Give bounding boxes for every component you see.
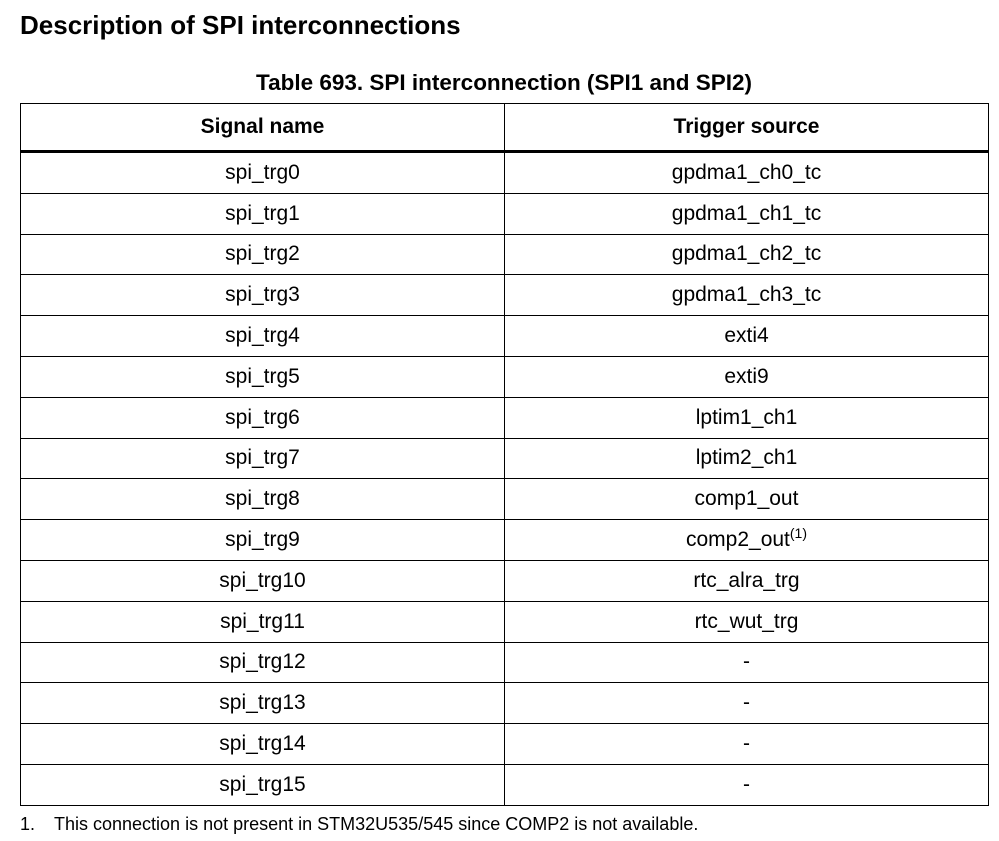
signal-name-cell: spi_trg2 [21, 234, 505, 275]
footnote-number: 1. [20, 814, 36, 834]
signal-name-cell: spi_trg6 [21, 397, 505, 438]
signal-name-cell: spi_trg4 [21, 316, 505, 357]
trigger-source-cell [505, 724, 989, 765]
table-row [21, 356, 989, 397]
trigger-source-text: lptim1_ch1 [695, 405, 798, 429]
trigger-source-cell [505, 520, 989, 561]
trigger-source-cell [505, 438, 989, 479]
table-row [21, 193, 989, 234]
table-row [21, 316, 989, 357]
signal-name-cell: spi_trg10 [21, 560, 505, 601]
trigger-source-text: gpdma1_ch1_tc [671, 201, 822, 225]
signal-name-cell: spi_trg9 [21, 520, 505, 561]
table-row [21, 152, 989, 194]
trigger-source-cell [505, 683, 989, 724]
signal-name-cell: spi_trg12 [21, 642, 505, 683]
signal-name-cell: spi_trg5 [21, 356, 505, 397]
table-row [21, 234, 989, 275]
trigger-source-text: rtc_wut_trg [694, 609, 799, 633]
trigger-source-text: gpdma1_ch0_tc [671, 160, 822, 184]
trigger-source-text: exti9 [724, 364, 769, 388]
table-row [21, 724, 989, 765]
table-row [21, 642, 989, 683]
spi-interconnection-table [20, 103, 989, 806]
table-row [21, 397, 989, 438]
table-row [21, 479, 989, 520]
footnote-text: This connection is not present in STM32U535/545 since COMP2 is not available. [54, 814, 699, 834]
header-trigger-source: Trigger source [505, 104, 989, 152]
signal-name-cell: spi_trg13 [21, 683, 505, 724]
trigger-source-cell [505, 316, 989, 357]
table-row [21, 275, 989, 316]
trigger-source-text: - [743, 691, 750, 715]
trigger-source-text: - [743, 772, 750, 796]
header-signal-name: Signal name [21, 104, 505, 152]
trigger-source-cell [505, 234, 989, 275]
trigger-source-cell [505, 642, 989, 683]
trigger-source-cell [505, 397, 989, 438]
trigger-source-cell [505, 560, 989, 601]
trigger-source-text: exti4 [724, 324, 769, 348]
table-row [21, 764, 989, 805]
table-row [21, 438, 989, 479]
signal-name-cell: spi_trg15 [21, 764, 505, 805]
table-row [21, 560, 989, 601]
trigger-source-cell [505, 479, 989, 520]
trigger-source-cell [505, 193, 989, 234]
trigger-source-text: gpdma1_ch3_tc [671, 283, 822, 307]
table-row [21, 520, 989, 561]
signal-name-cell: spi_trg0 [21, 152, 505, 194]
trigger-source-text: - [743, 650, 750, 674]
table-row [21, 683, 989, 724]
section-heading: Description of SPI interconnections [20, 10, 461, 40]
signal-name-cell: spi_trg8 [21, 479, 505, 520]
signal-name-cell: spi_trg1 [21, 193, 505, 234]
signal-name-cell: spi_trg14 [21, 724, 505, 765]
trigger-source-text: lptim2_ch1 [695, 446, 798, 470]
trigger-source-text: comp1_out [694, 487, 799, 511]
trigger-source-cell [505, 601, 989, 642]
footnote-reference: (1) [789, 525, 808, 542]
table-caption: Table 693. SPI interconnection (SPI1 and SPI2) [256, 70, 752, 95]
trigger-source-text: gpdma1_ch2_tc [671, 242, 822, 266]
trigger-source-cell [505, 764, 989, 805]
table-row [21, 601, 989, 642]
trigger-source-text: comp2_out [685, 528, 790, 552]
signal-name-cell: spi_trg11 [21, 601, 505, 642]
table-header-row [21, 104, 989, 152]
trigger-source-cell [505, 275, 989, 316]
trigger-source-text: rtc_alra_trg [693, 568, 800, 592]
trigger-source-cell [505, 356, 989, 397]
footnote [20, 811, 698, 837]
signal-name-cell: spi_trg7 [21, 438, 505, 479]
trigger-source-cell [505, 152, 989, 194]
trigger-source-text: - [743, 732, 750, 756]
signal-name-cell: spi_trg3 [21, 275, 505, 316]
